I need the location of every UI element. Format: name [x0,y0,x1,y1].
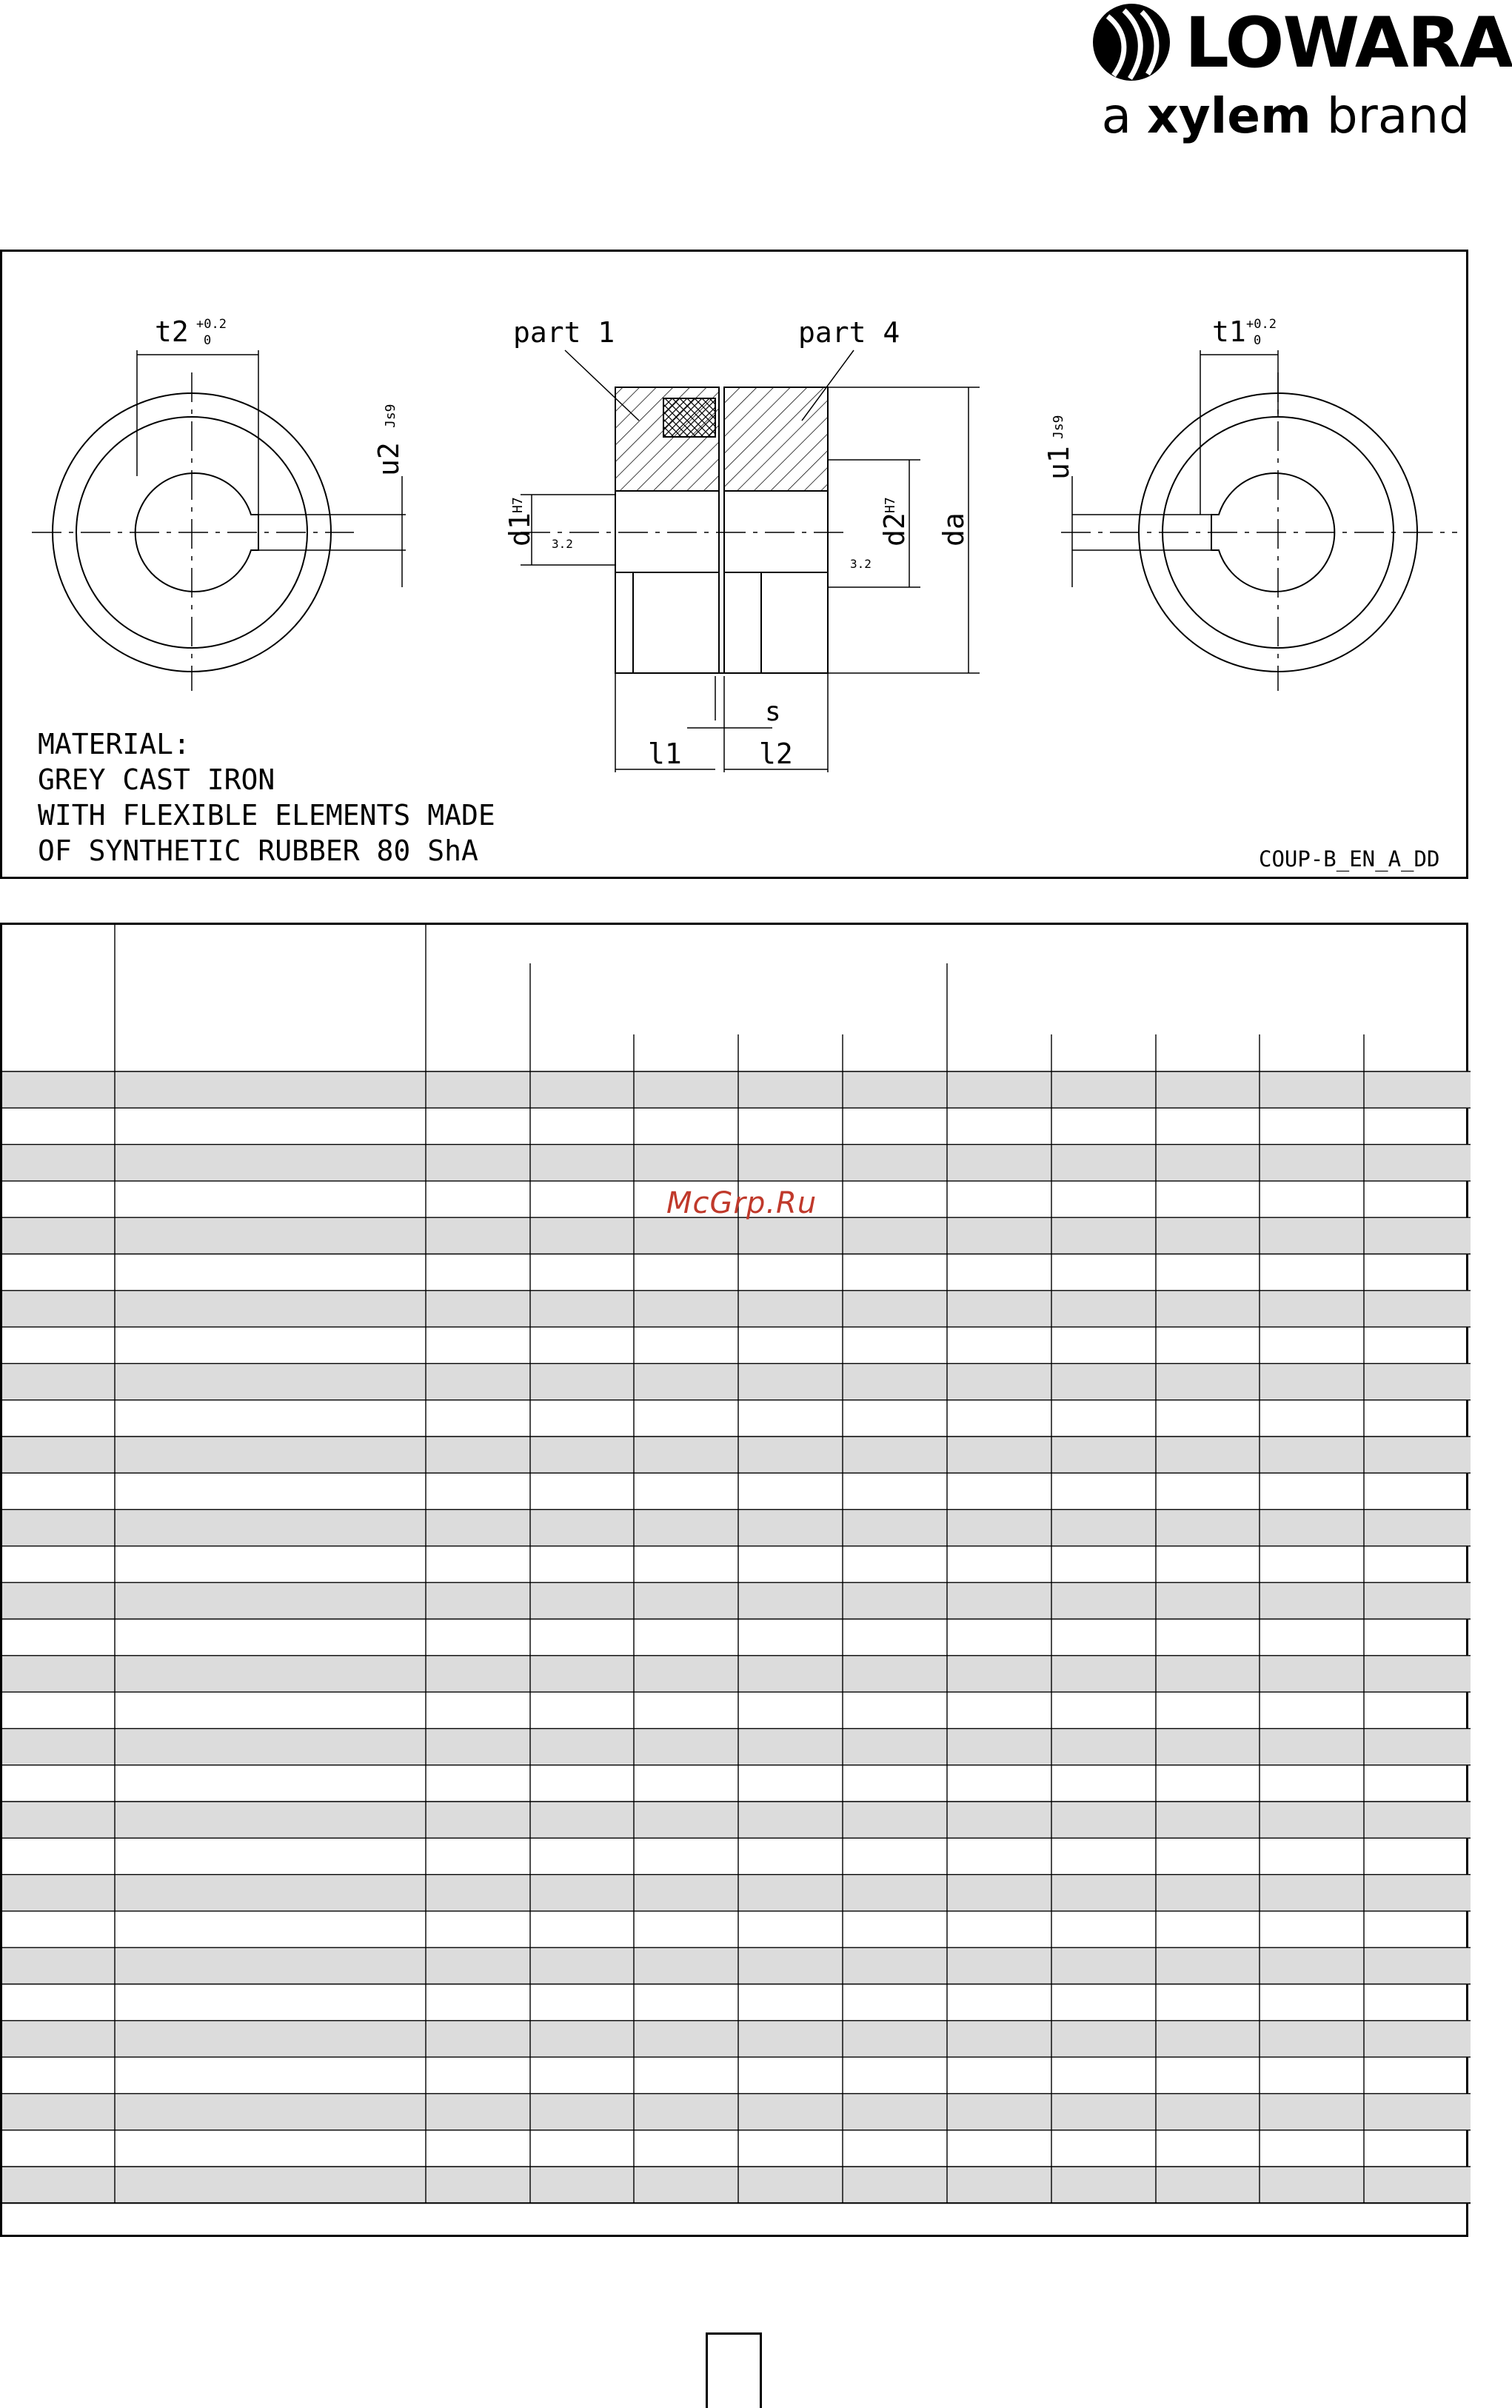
table-row [2,1656,1471,1692]
tol-t2: +0.2 [196,317,227,332]
table-row [2,1582,1471,1619]
brand-logo [1081,0,1512,155]
roughness-left: 3.2 [552,537,573,551]
table-row [2,1217,1471,1254]
label-u1-js9: Js9 [1051,415,1066,439]
table-row [2,1947,1471,1984]
label-t1: t1 [1212,315,1246,348]
label-d2: d2 [878,512,911,546]
dimension-table [0,923,1468,2237]
table-row [2,1363,1471,1399]
label-u2: u2 [372,442,405,476]
drawing-reference: COUP-B_EN_A_DD [1259,846,1440,872]
table-row [2,1291,1471,1327]
label-part4: part 4 [798,316,900,349]
label-t2: t2 [155,315,189,348]
table-grid [2,925,1471,2239]
table-row [2,1875,1471,1911]
label-part1: part 1 [513,316,615,349]
label-u1: u1 [1043,446,1075,480]
page-number-box [706,2332,762,2408]
material-line: OF SYNTHETIC RUBBER 80 ShA [38,835,478,867]
tol-t2-zero: 0 [204,333,212,348]
label-l2: l2 [759,738,793,770]
table-row [2,1145,1471,1181]
material-note [38,726,495,869]
lowara-drop-icon [1086,1,1180,83]
tol-t1: +0.2 [1246,317,1277,332]
hub-view-part4 [32,350,406,691]
material-line: MATERIAL: [38,728,190,760]
tagline-suffix: brand [1311,87,1470,144]
brand-tagline [1102,87,1470,144]
label-da: da [937,512,970,546]
label-d1-h7: H7 [510,497,526,513]
technical-drawing [0,250,1468,879]
table-row [2,2093,1471,2130]
material-line: WITH FLEXIBLE ELEMENTS MADE [38,799,495,832]
label-l1: l1 [648,738,682,770]
coupling-section [521,350,980,772]
table-row [2,1802,1471,1838]
brand-name: LOWARA [1185,3,1512,84]
table-row [2,2021,1471,2057]
tol-t1-zero: 0 [1254,333,1262,348]
roughness-right: 3.2 [850,557,872,571]
label-d1: d1 [504,512,536,546]
label-s: s [765,697,781,727]
tagline-prefix: a [1101,87,1148,144]
watermark: McGrp.Ru [666,1186,817,1220]
table-row [2,1437,1471,1473]
label-d2-h7: H7 [883,497,898,513]
hub-view-part1 [1061,350,1457,691]
material-line: GREY CAST IRON [38,763,275,796]
table-row [2,1510,1471,1546]
label-u2-js9: Js9 [383,404,398,428]
table-row [2,1071,1471,1108]
table-row [2,2167,1471,2203]
table-row [2,1728,1471,1765]
tagline-bold: xylem [1147,87,1311,144]
